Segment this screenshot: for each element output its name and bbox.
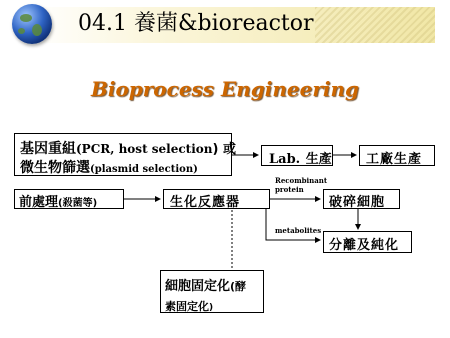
main-heading: Bioprocess Engineering xyxy=(90,77,360,101)
bioreactor-box xyxy=(163,189,270,209)
genetic-line1-cjk: 基因重組 xyxy=(20,141,76,157)
immobilization-box xyxy=(160,270,264,313)
immobilization-line1-paren: (酵 xyxy=(230,280,247,293)
lab-label-cjk: 生產 xyxy=(305,152,332,167)
recombinant-label: Recombinant xyxy=(275,176,328,185)
genetic-engineering-box xyxy=(14,133,236,176)
genetic-line1-tail: ) 或 xyxy=(212,142,236,157)
factory-label: 工廠生產 xyxy=(366,152,423,167)
factory-production-box xyxy=(359,145,435,166)
immobilization-line2: 素固定化 xyxy=(165,300,209,313)
slide-title: 04.1 養菌&bioreactor xyxy=(78,11,314,36)
cell-disruption-box xyxy=(323,189,400,209)
separation-label: 分離及純化 xyxy=(329,238,400,253)
pre-paren: (殺菌等) xyxy=(58,198,98,209)
bioreactor-label: 生化反應器 xyxy=(170,195,241,210)
immobilization-line2-paren: ) xyxy=(209,303,214,313)
protein-label: protein xyxy=(275,185,304,194)
pretreatment-box xyxy=(14,189,124,209)
genetic-line2-paren: (plasmid selection) xyxy=(90,164,198,175)
metabolites-label: metabolites xyxy=(275,226,322,235)
lab-label-en: Lab. xyxy=(269,152,301,167)
disruption-label: 破碎細胞 xyxy=(329,195,386,210)
separation-purification-box xyxy=(323,231,412,253)
pre-label: 前處理 xyxy=(19,195,59,210)
lab-production-box xyxy=(261,145,333,166)
genetic-line2-cjk: 微生物篩選 xyxy=(20,160,90,176)
immobilization-line1: 細胞固定化 xyxy=(165,279,231,294)
genetic-line1-paren: (PCR, host selection xyxy=(76,142,213,156)
